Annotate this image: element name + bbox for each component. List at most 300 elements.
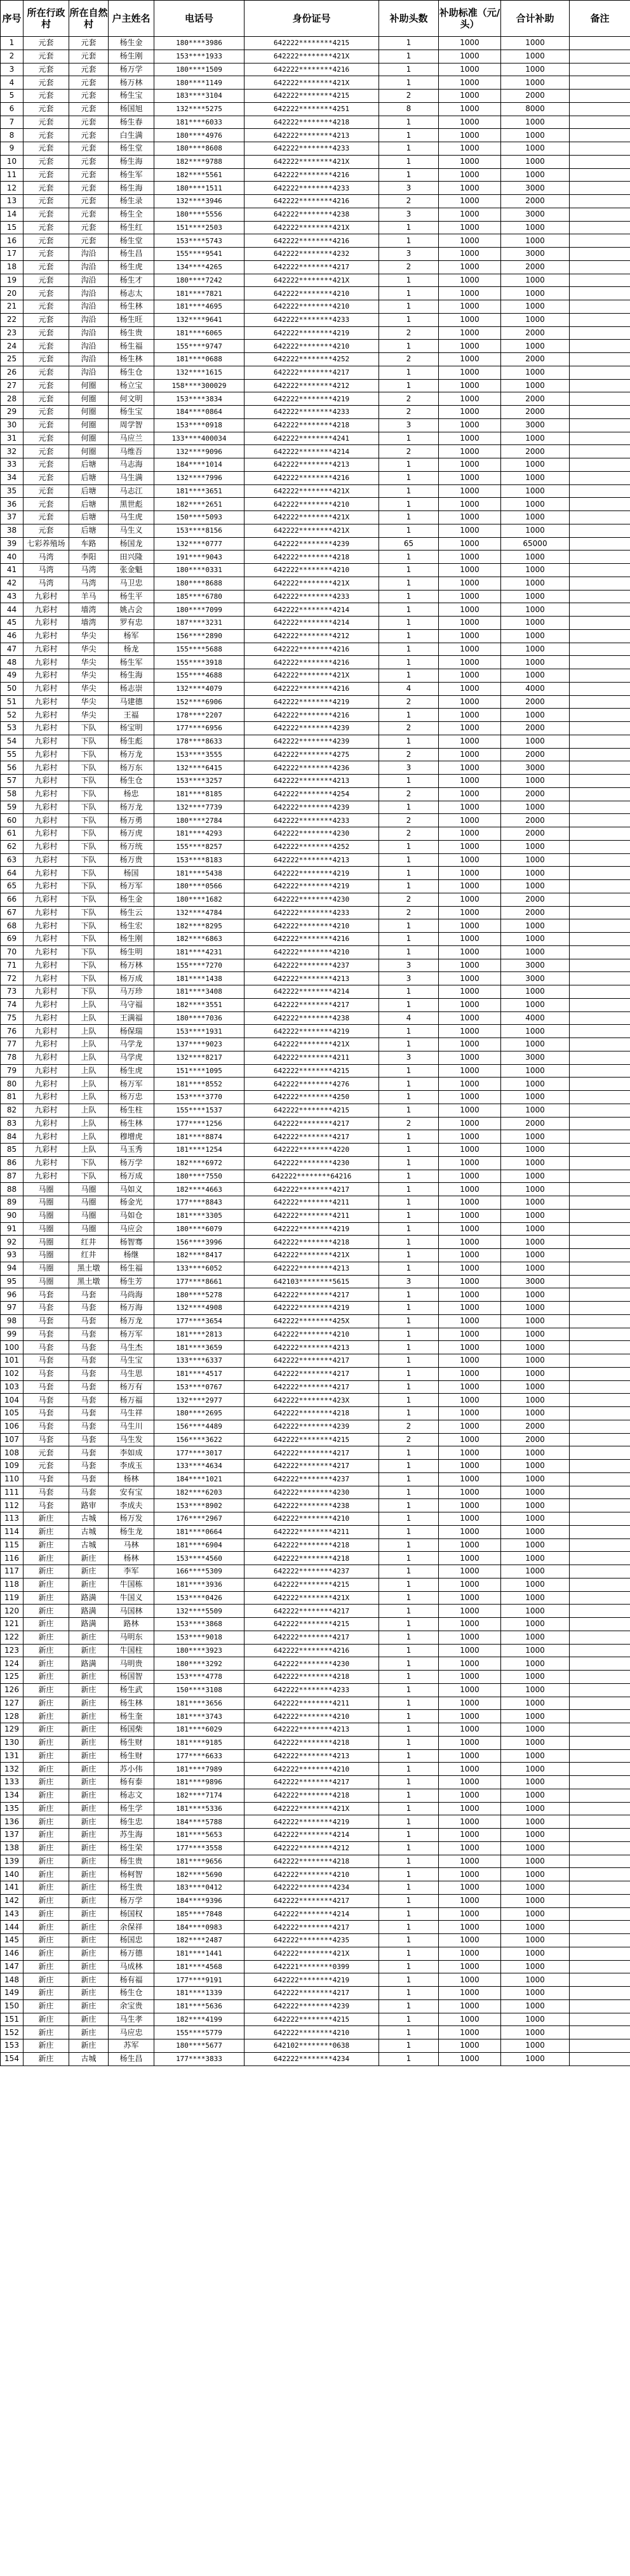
row-index: 19 [1, 274, 23, 287]
remark-cell [570, 945, 630, 959]
phone-cell: 181****9896 [154, 1776, 245, 1789]
head-count-cell: 1 [379, 1512, 439, 1526]
id-number-cell: 642222********421X [245, 76, 379, 90]
standard-cell: 1000 [439, 1328, 501, 1341]
phone-cell: 151****1095 [154, 1064, 245, 1078]
phone-cell: 153****4560 [154, 1552, 245, 1565]
id-number-cell: 642222********4237 [245, 959, 379, 972]
total-cell: 1000 [501, 1947, 570, 1960]
phone-cell: 150****5093 [154, 511, 245, 524]
id-number-cell: 642222********4210 [245, 498, 379, 511]
hamlet-cell: 李阳 [69, 551, 109, 564]
household-head-cell: 杨生昌 [109, 248, 154, 261]
standard-cell: 1000 [439, 972, 501, 985]
row-index: 122 [1, 1631, 23, 1644]
village-cell: 元套 [23, 168, 69, 182]
hamlet-cell: 上队 [69, 1104, 109, 1117]
hamlet-cell: 新庄 [69, 1736, 109, 1749]
village-cell: 新庄 [23, 1999, 69, 2013]
household-head-cell: 杨忠 [109, 787, 154, 801]
total-cell: 1000 [501, 801, 570, 814]
row-index: 13 [1, 195, 23, 208]
phone-cell: 132****4784 [154, 906, 245, 919]
row-index: 22 [1, 313, 23, 326]
row-index: 144 [1, 1921, 23, 1934]
head-count-cell: 1 [379, 617, 439, 630]
standard-cell: 1000 [439, 1064, 501, 1078]
phone-cell: 180****6079 [154, 1222, 245, 1236]
row-index: 153 [1, 2039, 23, 2053]
table-row [1, 102, 630, 116]
household-head-cell: 马林 [109, 1538, 154, 1552]
phone-cell: 181****8874 [154, 1130, 245, 1144]
standard-cell: 1000 [439, 1091, 501, 1104]
remark-cell [570, 748, 630, 761]
id-number-cell: 642222********4218 [245, 1855, 379, 1868]
remark-cell [570, 1894, 630, 1907]
household-head-cell: 杨生仓 [109, 1987, 154, 2000]
head-count-cell: 1 [379, 1328, 439, 1341]
standard-cell: 1000 [439, 1565, 501, 1578]
id-number-cell: 642222********4211 [245, 1051, 379, 1064]
head-count-cell: 1 [379, 1591, 439, 1605]
phone-cell: 178****2207 [154, 709, 245, 722]
hamlet-cell: 上队 [69, 1078, 109, 1091]
total-cell: 1000 [501, 1999, 570, 2013]
phone-cell: 155****1537 [154, 1104, 245, 1117]
id-number-cell: 642222********4211 [245, 1697, 379, 1710]
village-cell: 九彩村 [23, 893, 69, 906]
standard-cell: 1000 [439, 274, 501, 287]
household-head-cell: 杨国旭 [109, 102, 154, 116]
id-number-cell: 642222********4210 [245, 300, 379, 314]
total-cell: 1000 [501, 1829, 570, 1842]
hamlet-cell: 沟沿 [69, 340, 109, 353]
table-row [1, 2026, 630, 2039]
village-cell: 新庄 [23, 1776, 69, 1789]
village-cell: 元套 [23, 366, 69, 379]
village-cell: 新庄 [23, 1749, 69, 1763]
row-index: 154 [1, 2052, 23, 2065]
village-cell: 新庄 [23, 1815, 69, 1829]
standard-cell: 1000 [439, 1156, 501, 1170]
phone-cell: 180****8608 [154, 142, 245, 156]
village-cell: 新庄 [23, 2039, 69, 2053]
phone-cell: 182****2487 [154, 1934, 245, 1947]
row-index: 83 [1, 1117, 23, 1130]
table-row [1, 221, 630, 234]
row-index: 89 [1, 1196, 23, 1210]
head-count-cell: 1 [379, 1236, 439, 1249]
household-head-cell: 杨生春 [109, 116, 154, 129]
head-count-cell: 2 [379, 392, 439, 406]
village-cell: 元套 [23, 37, 69, 50]
row-index: 101 [1, 1354, 23, 1368]
header-cell: 补助头数 [379, 1, 439, 37]
hamlet-cell: 新庄 [69, 1710, 109, 1723]
total-cell: 1000 [501, 1499, 570, 1512]
total-cell: 1000 [501, 2039, 570, 2053]
id-number-cell: 642222********4217 [245, 1117, 379, 1130]
row-index: 118 [1, 1578, 23, 1591]
table-row [1, 629, 630, 643]
total-cell: 1000 [501, 300, 570, 314]
village-cell: 元套 [23, 1460, 69, 1473]
table-row [1, 116, 630, 129]
village-cell: 新庄 [23, 1671, 69, 1684]
total-cell: 1000 [501, 498, 570, 511]
household-head-cell: 杨万德 [109, 1947, 154, 1960]
phone-cell: 181****4293 [154, 827, 245, 841]
village-cell: 元套 [23, 260, 69, 274]
table-row [1, 985, 630, 999]
household-head-cell: 马明东 [109, 1631, 154, 1644]
household-head-cell: 马学虎 [109, 1051, 154, 1064]
table-row [1, 2039, 630, 2053]
standard-cell: 1000 [439, 2013, 501, 2026]
row-index: 80 [1, 1078, 23, 1091]
head-count-cell: 1 [379, 1222, 439, 1236]
head-count-cell: 1 [379, 274, 439, 287]
household-head-cell: 马应忠 [109, 2026, 154, 2039]
total-cell: 1000 [501, 340, 570, 353]
household-head-cell: 张金魁 [109, 564, 154, 577]
head-count-cell: 1 [379, 1644, 439, 1657]
total-cell: 1000 [501, 366, 570, 379]
village-cell: 九彩村 [23, 814, 69, 827]
remark-cell [570, 985, 630, 999]
standard-cell: 1000 [439, 1104, 501, 1117]
total-cell: 2000 [501, 445, 570, 458]
standard-cell: 1000 [439, 761, 501, 775]
head-count-cell: 1 [379, 1710, 439, 1723]
phone-cell: 180****0566 [154, 880, 245, 893]
id-number-cell: 642222********64216 [245, 1170, 379, 1183]
row-index: 105 [1, 1407, 23, 1420]
household-head-cell: 杨军 [109, 629, 154, 643]
remark-cell [570, 498, 630, 511]
remark-cell [570, 1671, 630, 1684]
remark-cell [570, 248, 630, 261]
village-cell: 九彩村 [23, 1064, 69, 1078]
phone-cell: 132****6415 [154, 761, 245, 775]
household-head-cell: 杨生奎 [109, 1710, 154, 1723]
standard-cell: 1000 [439, 1841, 501, 1855]
head-count-cell: 1 [379, 669, 439, 683]
remark-cell [570, 1275, 630, 1288]
head-count-cell: 1 [379, 867, 439, 880]
remark-cell [570, 1078, 630, 1091]
phone-cell: 185****7848 [154, 1907, 245, 1921]
id-number-cell: 642222********4230 [245, 893, 379, 906]
row-index: 55 [1, 748, 23, 761]
village-cell: 元套 [23, 379, 69, 392]
head-count-cell: 1 [379, 564, 439, 577]
head-count-cell: 1 [379, 1249, 439, 1262]
household-head-cell: 杨保瑞 [109, 1025, 154, 1038]
village-cell: 马套 [23, 1472, 69, 1486]
id-number-cell: 642222********4239 [245, 537, 379, 551]
phone-cell: 181****5438 [154, 867, 245, 880]
phone-cell: 180****3923 [154, 1644, 245, 1657]
total-cell: 4000 [501, 1011, 570, 1025]
standard-cell: 1000 [439, 1921, 501, 1934]
table-row [1, 142, 630, 156]
head-count-cell: 65 [379, 537, 439, 551]
household-head-cell: 李如成 [109, 1446, 154, 1460]
row-index: 86 [1, 1156, 23, 1170]
phone-cell: 184****1021 [154, 1472, 245, 1486]
table-row [1, 182, 630, 195]
hamlet-cell: 新庄 [69, 1868, 109, 1881]
standard-cell: 1000 [439, 1433, 501, 1446]
remark-cell [570, 1855, 630, 1868]
total-cell: 1000 [501, 617, 570, 630]
id-number-cell: 642222********4254 [245, 787, 379, 801]
head-count-cell: 1 [379, 1486, 439, 1499]
hamlet-cell: 沟沿 [69, 353, 109, 366]
hamlet-cell: 下队 [69, 853, 109, 867]
phone-cell: 181****0688 [154, 353, 245, 366]
phone-cell: 181****5336 [154, 1802, 245, 1815]
hamlet-cell: 后塘 [69, 471, 109, 484]
total-cell: 1000 [501, 63, 570, 76]
hamlet-cell: 古城 [69, 1525, 109, 1538]
household-head-cell: 牛国义 [109, 1591, 154, 1605]
table-row [1, 945, 630, 959]
village-cell: 九彩村 [23, 1051, 69, 1064]
total-cell: 1000 [501, 1262, 570, 1275]
id-number-cell: 642222********4230 [245, 1657, 379, 1671]
standard-cell: 1000 [439, 867, 501, 880]
household-head-cell: 杨国柴 [109, 1723, 154, 1737]
row-index: 62 [1, 840, 23, 853]
total-cell: 2000 [501, 195, 570, 208]
household-head-cell: 杨生刚 [109, 50, 154, 63]
table-row [1, 1683, 630, 1697]
village-cell: 元套 [23, 129, 69, 142]
household-head-cell: 牛国栋 [109, 1578, 154, 1591]
total-cell: 3000 [501, 208, 570, 221]
household-head-cell: 杨生林 [109, 1117, 154, 1130]
remark-cell [570, 775, 630, 788]
household-head-cell: 杨万林 [109, 76, 154, 90]
remark-cell [570, 1512, 630, 1526]
standard-cell: 1000 [439, 1868, 501, 1881]
village-cell: 元套 [23, 1446, 69, 1460]
row-index: 49 [1, 669, 23, 683]
total-cell: 2000 [501, 748, 570, 761]
village-cell: 元套 [23, 313, 69, 326]
row-index: 61 [1, 827, 23, 841]
hamlet-cell: 上队 [69, 1117, 109, 1130]
village-cell: 九彩村 [23, 695, 69, 709]
row-index: 66 [1, 893, 23, 906]
phone-cell: 181****4695 [154, 300, 245, 314]
head-count-cell: 1 [379, 1631, 439, 1644]
head-count-cell: 1 [379, 2052, 439, 2065]
standard-cell: 1000 [439, 959, 501, 972]
village-cell: 新庄 [23, 2013, 69, 2026]
household-head-cell: 杨生林 [109, 300, 154, 314]
row-index: 106 [1, 1420, 23, 1433]
household-head-cell: 马生发 [109, 1433, 154, 1446]
row-index: 91 [1, 1222, 23, 1236]
village-cell: 元套 [23, 142, 69, 156]
id-number-cell: 642222********421X [245, 1249, 379, 1262]
row-index: 24 [1, 340, 23, 353]
hamlet-cell: 马套 [69, 1328, 109, 1341]
standard-cell: 1000 [439, 1183, 501, 1196]
row-index: 120 [1, 1605, 23, 1618]
phone-cell: 180****3292 [154, 1657, 245, 1671]
id-number-cell: 642222********421X [245, 1802, 379, 1815]
remark-cell [570, 1472, 630, 1486]
phone-cell: 153****8156 [154, 524, 245, 537]
id-number-cell: 642222********4214 [245, 1907, 379, 1921]
remark-cell [570, 116, 630, 129]
head-count-cell: 1 [379, 1855, 439, 1868]
head-count-cell: 1 [379, 63, 439, 76]
remark-cell [570, 1380, 630, 1394]
row-index: 125 [1, 1671, 23, 1684]
row-index: 151 [1, 2013, 23, 2026]
header-cell: 身份证号 [245, 1, 379, 37]
household-head-cell: 杨国权 [109, 1907, 154, 1921]
hamlet-cell: 上队 [69, 1144, 109, 1157]
village-cell: 新庄 [23, 1907, 69, 1921]
head-count-cell: 3 [379, 208, 439, 221]
remark-cell [570, 1011, 630, 1025]
remark-cell [570, 1657, 630, 1671]
remark-cell [570, 340, 630, 353]
household-head-cell: 杨宝明 [109, 722, 154, 735]
header-cell: 户主姓名 [109, 1, 154, 37]
hamlet-cell: 马套 [69, 1341, 109, 1354]
household-head-cell: 杨万虎 [109, 827, 154, 841]
standard-cell: 1000 [439, 1420, 501, 1433]
village-cell: 九彩村 [23, 972, 69, 985]
total-cell: 1000 [501, 880, 570, 893]
hamlet-cell: 元套 [69, 76, 109, 90]
phone-cell: 182****6863 [154, 933, 245, 946]
hamlet-cell: 元套 [69, 102, 109, 116]
id-number-cell: 642222********4210 [245, 1512, 379, 1526]
head-count-cell: 1 [379, 1578, 439, 1591]
village-cell: 元套 [23, 50, 69, 63]
standard-cell: 1000 [439, 603, 501, 617]
phone-cell: 156****3996 [154, 1236, 245, 1249]
phone-cell: 153****9018 [154, 1631, 245, 1644]
id-number-cell: 642222********4213 [245, 129, 379, 142]
row-index: 107 [1, 1433, 23, 1446]
remark-cell [570, 1815, 630, 1829]
hamlet-cell: 马套 [69, 1302, 109, 1315]
header-cell: 所在行政村 [23, 1, 69, 37]
phone-cell: 153****3257 [154, 775, 245, 788]
household-head-cell: 杨生彪 [109, 735, 154, 748]
id-number-cell: 642222********4218 [245, 1789, 379, 1802]
village-cell: 新庄 [23, 1855, 69, 1868]
hamlet-cell: 新庄 [69, 1631, 109, 1644]
phone-cell: 182****9788 [154, 155, 245, 168]
row-index: 150 [1, 1999, 23, 2013]
id-number-cell: 642222********4212 [245, 1841, 379, 1855]
hamlet-cell: 沟沿 [69, 260, 109, 274]
standard-cell: 1000 [439, 1367, 501, 1380]
id-number-cell: 642222********4250 [245, 1091, 379, 1104]
table-row [1, 1051, 630, 1064]
head-count-cell: 1 [379, 1552, 439, 1565]
total-cell: 1000 [501, 471, 570, 484]
head-count-cell: 1 [379, 775, 439, 788]
table-row [1, 248, 630, 261]
household-head-cell: 王满福 [109, 1011, 154, 1025]
hamlet-cell: 古城 [69, 1538, 109, 1552]
hamlet-cell: 马套 [69, 1288, 109, 1302]
table-row [1, 498, 630, 511]
id-number-cell: 642222********4238 [245, 208, 379, 221]
phone-cell: 132****9096 [154, 445, 245, 458]
table-row [1, 37, 630, 50]
id-number-cell: 642222********421X [245, 1038, 379, 1051]
id-number-cell: 642222********4237 [245, 1472, 379, 1486]
total-cell: 1000 [501, 945, 570, 959]
standard-cell: 1000 [439, 919, 501, 933]
row-index: 71 [1, 959, 23, 972]
hamlet-cell: 下队 [69, 1170, 109, 1183]
standard-cell: 1000 [439, 827, 501, 841]
row-index: 126 [1, 1683, 23, 1697]
remark-cell [570, 998, 630, 1011]
row-index: 127 [1, 1697, 23, 1710]
standard-cell: 1000 [439, 1222, 501, 1236]
head-count-cell: 1 [379, 603, 439, 617]
standard-cell: 1000 [439, 1275, 501, 1288]
phone-cell: 156****4489 [154, 1420, 245, 1433]
row-index: 79 [1, 1064, 23, 1078]
standard-cell: 1000 [439, 340, 501, 353]
village-cell: 新庄 [23, 1710, 69, 1723]
phone-cell: 177****8661 [154, 1275, 245, 1288]
village-cell: 马圈 [23, 1209, 69, 1222]
total-cell: 1000 [501, 1446, 570, 1460]
head-count-cell: 2 [379, 1433, 439, 1446]
row-index: 98 [1, 1314, 23, 1328]
id-number-cell: 642222********4235 [245, 1934, 379, 1947]
phone-cell: 181****9656 [154, 1855, 245, 1868]
household-head-cell: 何文明 [109, 392, 154, 406]
hamlet-cell: 元套 [69, 155, 109, 168]
hamlet-cell: 后塘 [69, 524, 109, 537]
table-row [1, 524, 630, 537]
phone-cell: 181****9185 [154, 1736, 245, 1749]
total-cell: 1000 [501, 1236, 570, 1249]
id-number-cell: 642222********4219 [245, 695, 379, 709]
household-head-cell: 马如仓 [109, 1209, 154, 1222]
household-head-cell: 杨生堂 [109, 234, 154, 248]
phone-cell: 153****1933 [154, 50, 245, 63]
hamlet-cell: 新庄 [69, 1947, 109, 1960]
standard-cell: 1000 [439, 1051, 501, 1064]
total-cell: 1000 [501, 1288, 570, 1302]
village-cell: 新庄 [23, 1525, 69, 1538]
row-index: 10 [1, 155, 23, 168]
total-cell: 1000 [501, 1591, 570, 1605]
head-count-cell: 1 [379, 1815, 439, 1829]
total-cell: 1000 [501, 577, 570, 590]
remark-cell [570, 76, 630, 90]
